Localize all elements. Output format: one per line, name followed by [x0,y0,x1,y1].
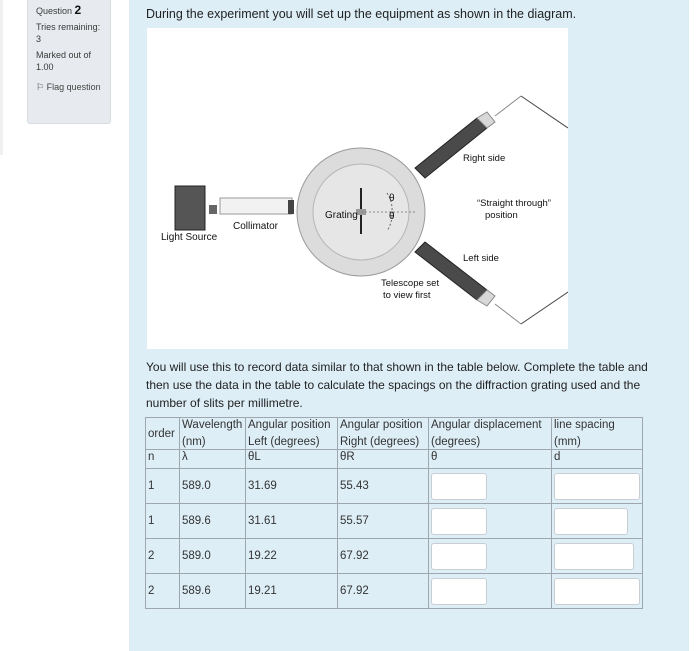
row4-n: 2 [146,574,180,609]
spectrometer-svg [147,28,568,349]
question-info-panel [27,0,111,124]
question-label: Question [36,6,73,16]
header-order-label: order [148,428,175,440]
row2-displacement-cell [429,504,552,539]
marked-value: 1.00 [36,62,54,72]
header-order [146,418,180,450]
theta-top-label: θ [389,193,395,204]
symbol-d: d [552,450,643,469]
table-row [146,504,643,539]
row1-wavelength: 589.0 [180,469,246,504]
row4-right: 67.92 [338,574,429,609]
header-left [246,418,338,450]
header-right [338,418,429,450]
table-header-row [146,418,643,450]
straight-through-label-1: “Straight through” [477,198,551,209]
light-source-slit [209,205,217,214]
right-side-label: Right side [463,153,506,164]
tries-remaining [36,21,110,45]
row4-spacing-cell [552,574,643,609]
flag-icon: ⚐ [36,82,45,92]
light-source-box [175,186,205,230]
header-spacing-line2: (mm) [554,436,581,448]
light-source-label: Light Source [161,232,218,243]
telescope-label-1: Telescope set [381,278,440,289]
header-right-line2: Right (degrees) [340,436,420,448]
header-left-line2: Left (degrees) [248,436,320,448]
header-right-line1: Angular position [340,419,423,431]
row1-left: 31.69 [246,469,338,504]
symbol-n: n [146,450,180,469]
row4-left: 19.21 [246,574,338,609]
row3-spacing-cell [552,539,643,574]
row1-right: 55.43 [338,469,429,504]
row2-n: 1 [146,504,180,539]
theta-bottom-label: θ [389,211,395,222]
row2-spacing-input[interactable] [554,508,628,535]
row3-left: 19.22 [246,539,338,574]
header-displacement [429,418,552,450]
flag-question-button[interactable] [36,81,110,93]
symbol-theta: θ [429,450,552,469]
row3-n: 2 [146,539,180,574]
row3-displacement-cell [429,539,552,574]
left-edge-bar [0,0,3,155]
row2-displacement-input[interactable] [431,508,487,535]
row2-left: 31.61 [246,504,338,539]
header-displacement-line2: (degrees) [431,436,481,448]
header-wavelength-line1: Wavelength [182,419,243,431]
question-prompt: During the experiment you will set up the equipment as shown in the diagram. [146,7,577,21]
row1-displacement-input[interactable] [431,473,487,500]
marked-out-of [36,49,110,73]
tries-value: 3 [36,34,42,44]
marked-label: Marked out of [36,50,92,60]
collimator-lens [288,200,294,214]
header-line-spacing [552,418,643,450]
spectrometer-diagram [147,28,568,349]
header-wavelength-line2: (nm) [182,436,206,448]
row1-displacement-cell [429,469,552,504]
symbol-theta-r: θR [338,450,429,469]
row2-wavelength: 589.6 [180,504,246,539]
collimator-tube [220,198,292,214]
row3-wavelength: 589.0 [180,539,246,574]
row4-wavelength: 589.6 [180,574,246,609]
row3-right: 67.92 [338,539,429,574]
header-wavelength [180,418,246,450]
question-number-value: 2 [74,3,82,17]
table-row [146,469,643,504]
right-telescope [415,96,568,178]
row3-displacement-input[interactable] [431,543,487,570]
left-side-label: Left side [463,253,499,264]
table-row [146,574,643,609]
grating-label: Grating [325,210,358,221]
table-symbol-row [146,450,643,469]
telescope-label-2: to view first [383,290,431,301]
header-spacing-line1: line spacing [554,419,615,431]
tries-label: Tries remaining: [36,22,101,32]
row1-spacing-cell [552,469,643,504]
flag-label: Flag question [46,82,101,92]
symbol-lambda: λ [180,450,246,469]
table-row [146,539,643,574]
row4-spacing-input[interactable] [554,578,640,605]
instructions-paragraph: You will use this to record data similar to that shown in the table below. Complete the table and then use the data in the table to calculate the spacings on the diffraction grating used and the number of slits per millimetre. [146,360,648,410]
row2-spacing-cell [552,504,643,539]
row1-spacing-input[interactable] [554,473,640,500]
collimator-label: Collimator [233,221,279,232]
row4-displacement-cell [429,574,552,609]
row1-n: 1 [146,469,180,504]
question-number [36,4,110,17]
row3-spacing-input[interactable] [554,543,634,570]
data-table [145,417,643,609]
row4-displacement-input[interactable] [431,578,487,605]
header-left-line1: Angular position [248,419,331,431]
row2-right: 55.57 [338,504,429,539]
straight-through-label-2: position [485,210,518,221]
header-displacement-line1: Angular displacement [431,419,542,431]
symbol-theta-l: θL [246,450,338,469]
